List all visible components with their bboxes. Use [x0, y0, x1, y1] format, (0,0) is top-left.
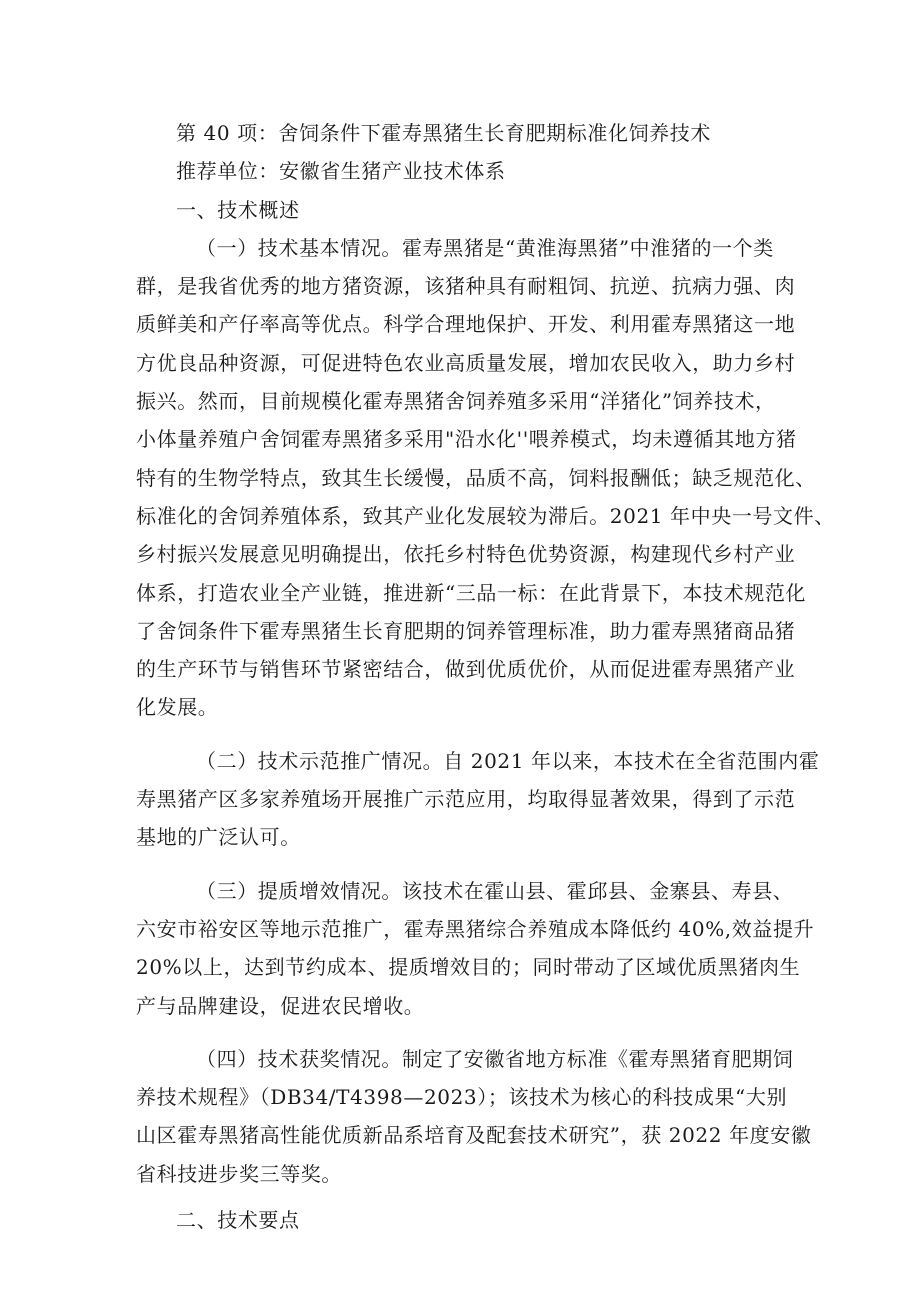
paragraph-line: 山区霍寿黑猪高性能优质新品系培育及配套技术研究”，获 2022 年度安徽: [136, 1123, 812, 1148]
paragraph-line: 化发展。: [136, 695, 219, 720]
paragraph-basic-situation: [136, 229, 835, 727]
paragraph-spacer: [136, 1193, 786, 1201]
paragraph-line: 特有的生物学特点，致其生长缓慢，品质不高，饲料报酬低；缺乏规范化、: [136, 465, 816, 490]
paragraph-line: 20%以上，达到节约成本、提质增效目的；同时带动了区域优质黑猪肉生: [136, 955, 801, 980]
paragraph-line: 体系，打造农业全产业链，推进新“三品一标：在此背景下，本技术规范化: [136, 580, 807, 605]
paragraph-awards: [136, 1040, 812, 1193]
section-heading-key-points: 二、技术要点: [176, 1208, 300, 1233]
paragraph-efficiency: [136, 872, 815, 1025]
paragraph-demonstration: [136, 742, 820, 857]
paragraph-line: （三）提质增效情况。该技术在霍山县、霍邱县、金寨县、寿县、: [196, 878, 794, 903]
paragraph-spacer: [136, 1025, 786, 1040]
section-heading-overview: 一、技术概述: [176, 197, 300, 222]
paragraph-line: 标准化的舍饲养殖体系，致其产业化发展较为滞后。2021 年中央一号文件、: [136, 503, 835, 528]
paragraph-line: 基地的广泛认可。: [136, 825, 301, 850]
paragraph-line: （四）技术获奖情况。制定了安徽省地方标准《霍寿黑猪育肥期饲: [196, 1046, 794, 1071]
paragraph-line: （一）技术基本情况。霍寿黑猪是“黄淮海黑猪”中淮猪的一个类: [196, 235, 774, 260]
recommender-line: 推荐单位：安徽省生猪产业技术体系: [176, 159, 506, 184]
paragraph-line: 养技术规程》（DB34/T4398—2023）；该技术为核心的科技成果“大别: [136, 1085, 788, 1110]
paragraph-line: 了舍饲条件下霍寿黑猪生长育肥期的饲养管理标准，助力霍寿黑猪商品猪: [136, 618, 796, 643]
paragraph-line: 方优良品种资源，可促进特色农业高质量发展，增加农民收入，助力乡村: [136, 350, 796, 375]
paragraph-line: 的生产环节与销售环节紧密结合，做到优质优价，从而促进霍寿黑猪产业: [136, 657, 796, 682]
paragraph-line: 六安市裕安区等地示范推广，霍寿黑猪综合养殖成本降低约 40%,效益提升: [136, 916, 815, 941]
paragraph-line: 省科技进步奖三等奖。: [136, 1161, 342, 1186]
paragraph-spacer: [136, 857, 786, 872]
document-title: 第 40 项：舍饲条件下霍寿黑猪生长育肥期标准化饲养技术: [176, 121, 711, 145]
paragraph-line: 振兴。然而，目前规模化霍寿黑猪舍饲养殖多采用“洋猪化”饲养技术，: [136, 389, 776, 414]
paragraph-line: （二）技术示范推广情况。自 2021 年以来，本技术在全省范围内霍: [196, 748, 820, 773]
paragraph-line: 产与品牌建设，促进农民增收。: [136, 993, 425, 1018]
paragraph-line: 小体量养殖户舍饲霍寿黑猪多采用"沿水化''喂养模式，均未遵循其地方猪: [136, 427, 797, 452]
paragraph-line: 群，是我省优秀的地方猪资源，该猪种具有耐粗饲、抗逆、抗病力强、肉: [136, 274, 796, 299]
paragraph-spacer: [136, 727, 786, 742]
document-body: [136, 114, 835, 1239]
paragraph-line: 质鲜美和产仔率高等优点。科学合理地保护、开发、利用霍寿黑猪这一地: [136, 312, 796, 337]
paragraph-line: 乡村振兴发展意见明确提出，依托乡村特色优势资源，构建现代乡村产业: [136, 542, 796, 567]
paragraph-line: 寿黑猪产区多家养殖场开展推广示范应用，均取得显著效果，得到了示范: [136, 787, 796, 812]
